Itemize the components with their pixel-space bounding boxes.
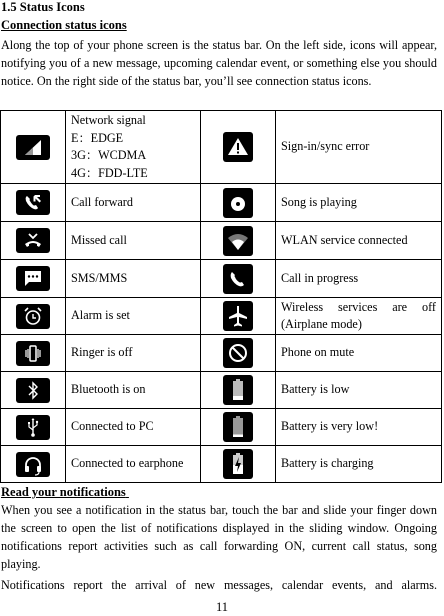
sync-error-label: Sign-in/sync error [276, 111, 442, 184]
battery-charging-label: Battery is charging [276, 446, 442, 483]
status-icons-table [0, 110, 442, 483]
notifications-heading: Read your notifications [1, 485, 126, 499]
sms-mms-icon [16, 266, 50, 291]
page-number: 11 [215, 600, 229, 614]
ringer-off-label: Ringer is off [66, 335, 201, 372]
sms-mms-label: SMS/MMS [66, 260, 201, 298]
table-row [1, 111, 442, 184]
sync-error-icon [223, 132, 253, 162]
usb-icon [16, 415, 50, 440]
song-playing-label: Song is playing [276, 184, 442, 222]
table-row [1, 335, 442, 372]
table-row [1, 222, 442, 260]
battery-charging-icon [223, 449, 253, 479]
network-3g-label: 3G：WCDMA [71, 148, 147, 162]
table-row [1, 409, 442, 446]
earphone-label: Connected to earphone [66, 446, 201, 483]
network-signal-label: Network signal [71, 113, 146, 127]
bluetooth-icon [16, 378, 50, 403]
table-row [1, 260, 442, 298]
airplane-icon [223, 301, 253, 331]
network-signal-icon [16, 135, 50, 160]
song-playing-icon [223, 188, 253, 218]
network-4g-label: 4G：FDD-LTE [71, 165, 148, 180]
call-in-progress-icon [223, 264, 253, 294]
bluetooth-label: Bluetooth is on [66, 372, 201, 409]
notifications-paragraph-2: Notifications report the arrival of new messages, calendar events, and alarms. [1, 578, 437, 592]
table-row [1, 446, 442, 483]
alarm-icon [16, 304, 50, 329]
alarm-label: Alarm is set [66, 298, 201, 335]
connection-paragraph: Along the top of your phone screen is the status bar. On the left side, icons will appear, notifying you of a new message, upcoming calendar event, or something else you should notice. On the right side of the status bar, you’ll see connection status icons. [1, 38, 437, 88]
call-forward-label: Call forward [66, 184, 201, 222]
call-in-progress-label: Call in progress [276, 260, 442, 298]
table-row [1, 372, 442, 409]
airplane-label: Wireless services are off (Airplane mode) [276, 298, 442, 335]
battery-very-low-icon [223, 412, 253, 442]
notifications-paragraph: When you see a notification in the status bar, touch the bar and slide your finger down the screen to open the list of notifications displayed in the sliding window. Ongoing notifications report activities such as call forwarding ON, current call status, song playing. [1, 503, 437, 571]
ringer-off-icon [16, 341, 50, 366]
table-row [1, 298, 442, 335]
missed-call-icon [16, 228, 50, 253]
network-edge-label: E：EDGE [71, 130, 124, 145]
table-row [1, 184, 442, 222]
call-forward-icon [16, 190, 50, 215]
battery-low-icon [223, 375, 253, 405]
connected-pc-label: Connected to PC [66, 409, 201, 446]
battery-very-low-label: Battery is very low! [276, 409, 442, 446]
phone-mute-icon [223, 338, 253, 368]
earphone-icon [16, 452, 50, 477]
missed-call-label: Missed call [66, 222, 201, 260]
connection-heading: Connection status icons [1, 18, 127, 32]
phone-mute-label: Phone on mute [276, 335, 442, 372]
wlan-icon [223, 226, 253, 256]
section-title: 1.5 Status Icons [1, 0, 85, 14]
wlan-label: WLAN service connected [276, 222, 442, 260]
battery-low-label: Battery is low [276, 372, 442, 409]
